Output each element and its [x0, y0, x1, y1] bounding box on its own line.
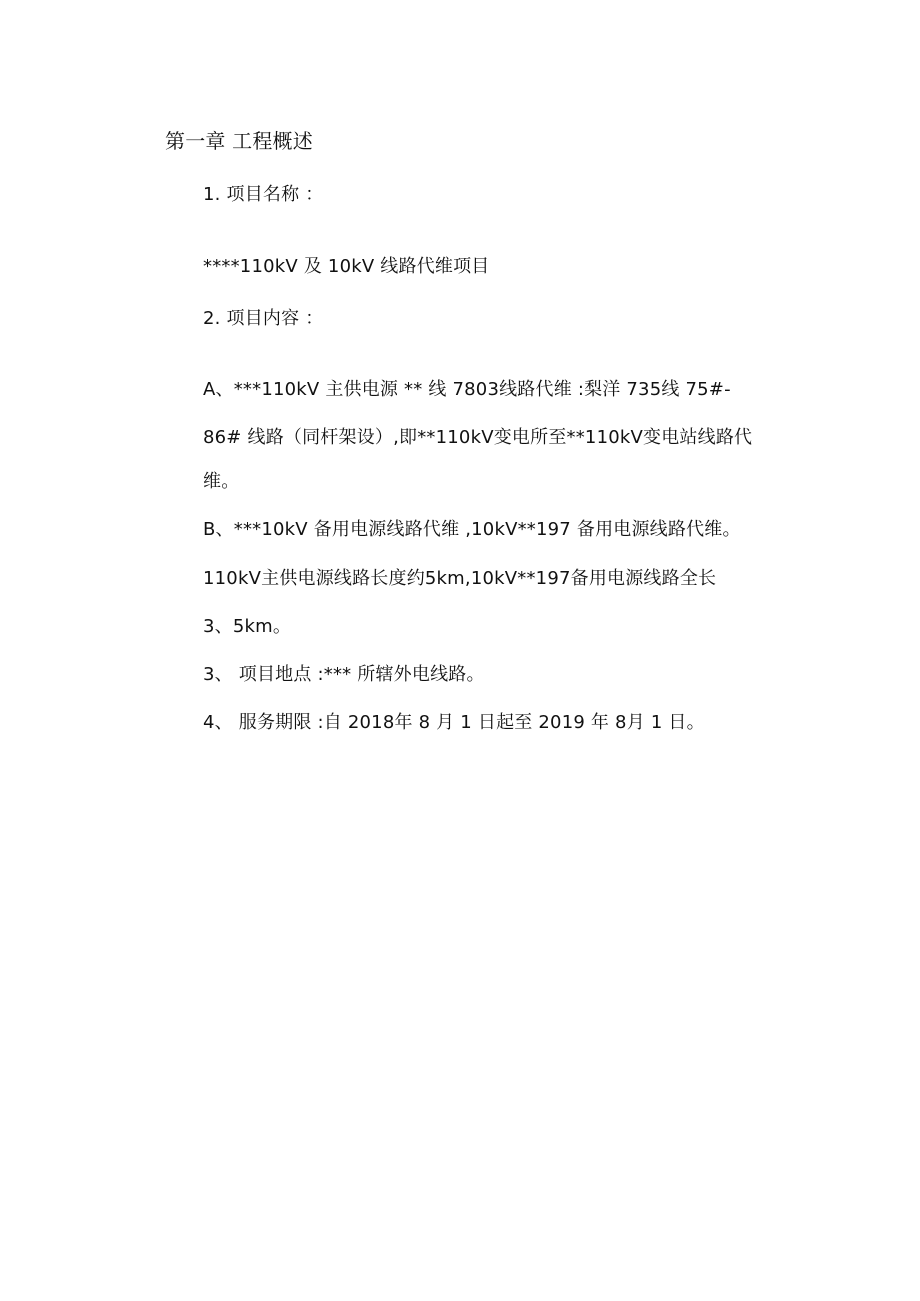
- paragraph-a-line-2: 86# 线路（同杆架设）,即**110kV变电所至**110kV变电站线路代: [203, 427, 753, 448]
- item1-value: ****110kV 及 10kV 线路代维项目: [203, 256, 490, 277]
- chapter-title: 第一章 工程概述: [165, 129, 313, 153]
- item1-heading: 1. 项目名称 ：: [203, 184, 324, 205]
- item4-service-period: 4、 服务期限 :自 2018年 8 月 1 日起至 2019 年 8月 1 日。: [203, 712, 705, 733]
- length-line-2: 3、5km。: [203, 616, 292, 637]
- length-line-1: 110kV主供电源线路长度约5km,10kV**197备用电源线路全长: [203, 568, 717, 589]
- item3-location: 3、 项目地点 :*** 所辖外电线路。: [203, 664, 485, 685]
- paragraph-b: B、***10kV 备用电源线路代维 ,10kV**197 备用电源线路代维。: [203, 519, 741, 540]
- paragraph-a-line-3: 维。: [203, 471, 240, 492]
- item2-heading: 2. 项目内容 ：: [203, 308, 324, 329]
- paragraph-a-line-1: A、***110kV 主供电源 ** 线 7803线路代维 :梨洋 735线 75#-: [203, 379, 731, 400]
